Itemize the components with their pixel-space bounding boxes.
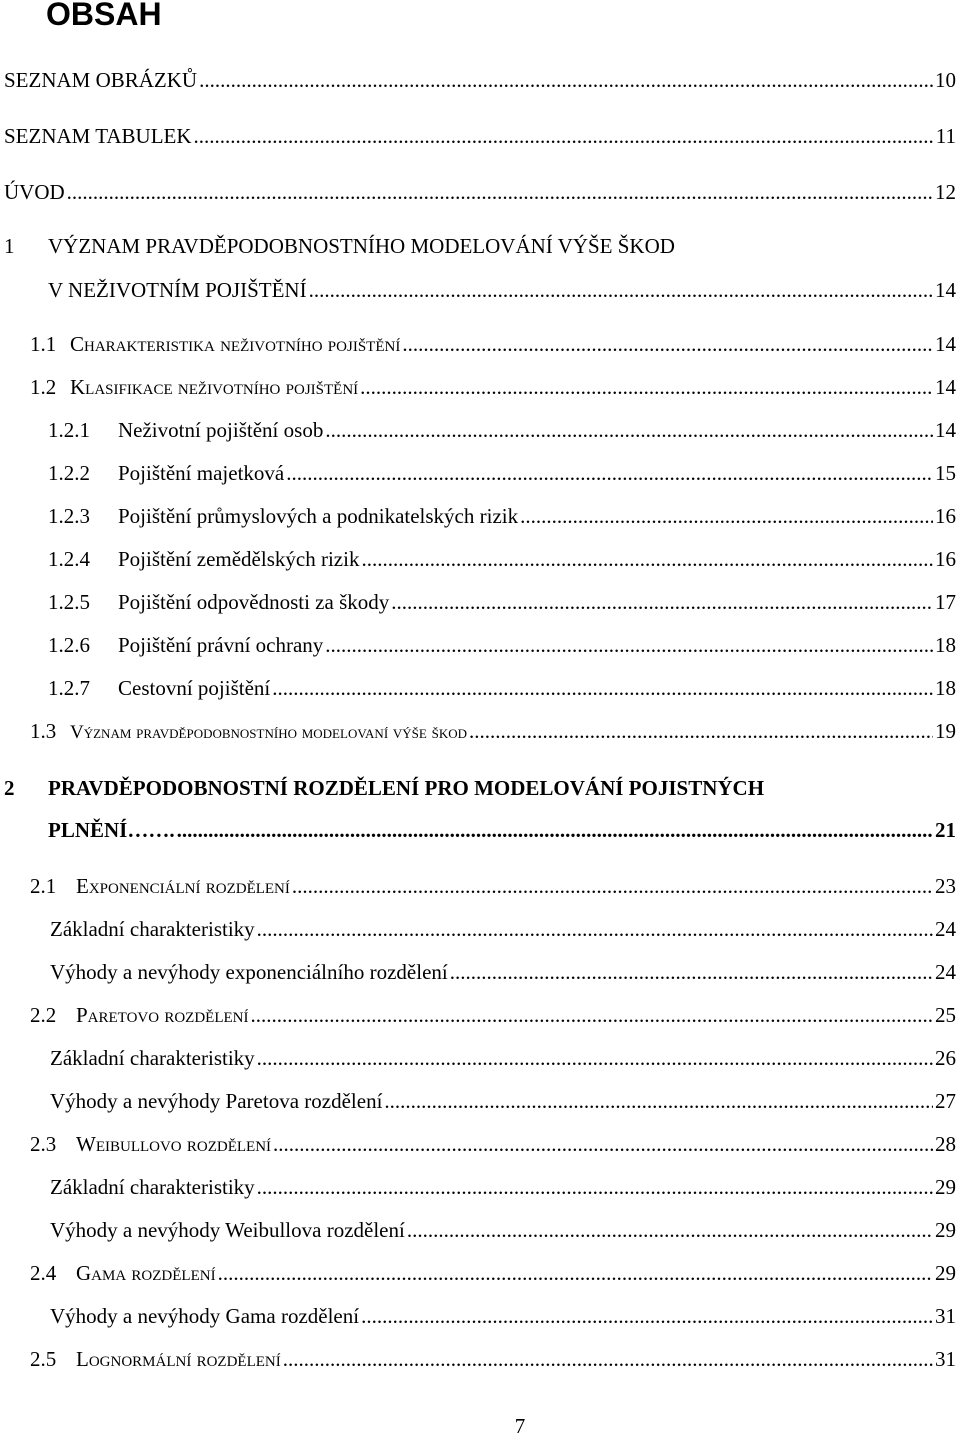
toc-entry-2-3-b[interactable] <box>0 1215 960 1245</box>
toc-page-number: 11 <box>935 124 956 148</box>
dot-leader <box>325 630 933 660</box>
toc-entry-text: Pojištění průmyslových a podnikatelských rizik <box>118 504 519 528</box>
dot-leader <box>273 1129 933 1159</box>
toc-entry-text: Klasifikace neživotního pojištění <box>70 375 359 399</box>
toc-entry-text: Pojištění odpovědnosti za škody <box>118 590 390 614</box>
toc-entry-number: 2.1 <box>30 874 57 898</box>
toc-entry-text: Výhody a nevýhody Paretova rozdělení <box>50 1089 383 1113</box>
toc-page-number: 18 <box>935 676 956 700</box>
toc-entry-2-1-b[interactable] <box>0 957 960 987</box>
toc-page-number: 29 <box>935 1261 956 1285</box>
toc-page-number: 12 <box>935 180 956 204</box>
dot-leader <box>67 177 933 207</box>
dot-leader <box>292 871 933 901</box>
dot-leader <box>286 458 933 488</box>
dot-leader <box>361 1301 933 1331</box>
toc-entry-1-2-5[interactable] <box>0 587 960 617</box>
toc-entry-1-2-6[interactable] <box>0 630 960 660</box>
toc-entry-number: 1.2.2 <box>48 461 90 485</box>
toc-page-number: 29 <box>935 1175 956 1199</box>
page-number-footer: 7 <box>514 1414 526 1438</box>
toc-entry-2-4[interactable] <box>0 1258 960 1288</box>
page-title: OBSAH <box>46 0 162 32</box>
toc-page-number: 31 <box>935 1304 956 1328</box>
toc-entry-1-2-2[interactable] <box>0 458 960 488</box>
toc-page-number: 28 <box>935 1132 956 1156</box>
toc-entry-text: PLNĚNÍ……. <box>48 818 175 842</box>
dot-leader <box>199 65 933 95</box>
toc-entry-2-2-b[interactable] <box>0 1086 960 1116</box>
toc-entry-1-2-7[interactable] <box>0 673 960 703</box>
toc-entry-text: Cestovní pojištění <box>118 676 271 700</box>
toc-entry-text: Význam pravděpodobnostního modelovaní výše škod <box>70 722 467 743</box>
toc-entry-number: 1.2.1 <box>48 418 90 442</box>
toc-entry-2-4-a[interactable] <box>0 1301 960 1331</box>
toc-entry-text: Gama rozdělení <box>76 1261 216 1285</box>
toc-entry-number: 1.1 <box>30 332 57 356</box>
toc-entry-text: ÚVOD <box>4 180 65 204</box>
toc-entry-text: Exponenciální rozdělení <box>76 874 290 898</box>
toc-entry-2-1[interactable] <box>0 871 960 901</box>
dot-leader <box>407 1215 933 1245</box>
dot-leader <box>250 1000 933 1030</box>
dot-leader <box>177 815 933 845</box>
toc-entry-2-3-a[interactable] <box>0 1172 960 1202</box>
toc-entry-2-2[interactable] <box>0 1000 960 1030</box>
toc-page-number: 23 <box>935 874 956 898</box>
dot-leader <box>283 1344 933 1374</box>
toc-page-number: 19 <box>935 719 956 743</box>
toc-page-number: 18 <box>935 633 956 657</box>
toc-entry-2-3[interactable] <box>0 1129 960 1159</box>
toc-page-number: 16 <box>935 547 956 571</box>
toc-entry-number: 1.2.5 <box>48 590 90 614</box>
toc-page-number: 24 <box>935 960 956 984</box>
dot-leader <box>257 914 933 944</box>
toc-entry-number: 1.2.6 <box>48 633 90 657</box>
toc-entry-uvod[interactable] <box>0 177 960 207</box>
dot-leader <box>384 1086 933 1116</box>
toc-page-number: 14 <box>935 375 956 399</box>
toc-entry-text: Základní charakteristiky <box>50 1175 255 1199</box>
toc-entry-text: Neživotní pojištění osob <box>118 418 324 442</box>
toc-entry-chapter-2[interactable] <box>0 815 960 845</box>
dot-leader <box>391 587 933 617</box>
toc-entry-text: Pojištění právní ochrany <box>118 633 324 657</box>
toc-entry-2-5[interactable] <box>0 1344 960 1374</box>
toc-entry-number: 1.2.4 <box>48 547 90 571</box>
toc-entry-1-1[interactable] <box>0 329 960 359</box>
toc-page-number: 26 <box>935 1046 956 1070</box>
toc-entry-number: 1.3 <box>30 719 57 743</box>
toc-entry-seznam-tabulek[interactable] <box>0 121 960 151</box>
toc-entry-number: 2.3 <box>30 1132 57 1156</box>
toc-entry-text-line1[interactable]: PRAVDĚPODOBNOSTNÍ ROZDĚLENÍ PRO MODELOVÁNÍ POJISTNÝCH <box>48 776 765 800</box>
toc-entry-1-2-4[interactable] <box>0 544 960 574</box>
toc-entry-text: Weibullovo rozdělení <box>76 1132 272 1156</box>
toc-page-number: 25 <box>935 1003 956 1027</box>
toc-page-number: 29 <box>935 1218 956 1242</box>
toc-page-number: 16 <box>935 504 956 528</box>
toc-entry-chapter-1[interactable] <box>0 275 960 305</box>
dot-leader <box>361 544 933 574</box>
dot-leader <box>325 415 933 445</box>
dot-leader <box>218 1258 933 1288</box>
dot-leader <box>272 673 933 703</box>
dot-leader <box>309 275 933 305</box>
toc-entry-text: Pojištění zemědělských rizik <box>118 547 360 571</box>
toc-entry-1-2-1[interactable] <box>0 415 960 445</box>
toc-entry-text: Lognormální rozdělení <box>76 1347 281 1371</box>
dot-leader <box>402 329 933 359</box>
toc-entry-text: Pojištění majetková <box>118 461 285 485</box>
toc-entry-number: 2.4 <box>30 1261 57 1285</box>
toc-entry-2-2-a[interactable] <box>0 1043 960 1073</box>
toc-entry-text: Výhody a nevýhody Weibullova rozdělení <box>50 1218 405 1242</box>
toc-entry-number: 1.2.7 <box>48 676 90 700</box>
toc-entry-text: SEZNAM TABULEK <box>4 124 192 148</box>
toc-entry-text: Charakteristika neživotního pojištění <box>70 332 401 356</box>
toc-entry-number: 2.5 <box>30 1347 57 1371</box>
toc-entry-1-2-3[interactable] <box>0 501 960 531</box>
toc-entry-number: 1.2 <box>30 375 57 399</box>
toc-entry-text: Paretovo rozdělení <box>76 1003 249 1027</box>
toc-page-number: 14 <box>935 332 956 356</box>
toc-page-number: 17 <box>935 590 956 614</box>
toc-page-number: 24 <box>935 917 956 941</box>
dot-leader <box>469 716 933 746</box>
dot-leader <box>194 121 934 151</box>
dot-leader <box>520 501 933 531</box>
toc-entry-number: 2.2 <box>30 1003 57 1027</box>
toc-entry-1-3[interactable] <box>0 716 960 746</box>
toc-page-number: 21 <box>935 818 956 842</box>
toc-entry-2-1-a[interactable] <box>0 914 960 944</box>
toc-entry-text: Výhody a nevýhody Gama rozdělení <box>50 1304 360 1328</box>
toc-entry-number: 2 <box>4 776 15 800</box>
dot-leader <box>450 957 933 987</box>
toc-entry-1-2[interactable] <box>0 372 960 402</box>
toc-page-number: 27 <box>935 1089 956 1113</box>
toc-page-number: 14 <box>935 418 956 442</box>
toc-entry-number: 1.2.3 <box>48 504 90 528</box>
toc-page-number: 15 <box>935 461 956 485</box>
toc-page-number: 31 <box>935 1347 956 1371</box>
toc-entry-text: Výhody a nevýhody exponenciálního rozdělení <box>50 960 448 984</box>
dot-leader <box>360 372 933 402</box>
toc-entry-text: Základní charakteristiky <box>50 917 255 941</box>
toc-entry-text: Základní charakteristiky <box>50 1046 255 1070</box>
toc-entry-number: 1 <box>4 234 15 258</box>
toc-entry-text-line1[interactable]: VÝZNAM PRAVDĚPODOBNOSTNÍHO MODELOVÁNÍ VÝŠE ŠKOD <box>48 234 675 258</box>
dot-leader <box>257 1172 933 1202</box>
toc-page-number: 14 <box>935 278 956 302</box>
dot-leader <box>257 1043 933 1073</box>
toc-entry-text: V NEŽIVOTNÍM POJIŠTĚNÍ <box>48 278 307 302</box>
toc-entry-text: SEZNAM OBRÁZKŮ <box>4 68 198 92</box>
toc-entry-seznam-obrazku[interactable] <box>0 65 960 95</box>
toc-page-number: 10 <box>935 68 956 92</box>
